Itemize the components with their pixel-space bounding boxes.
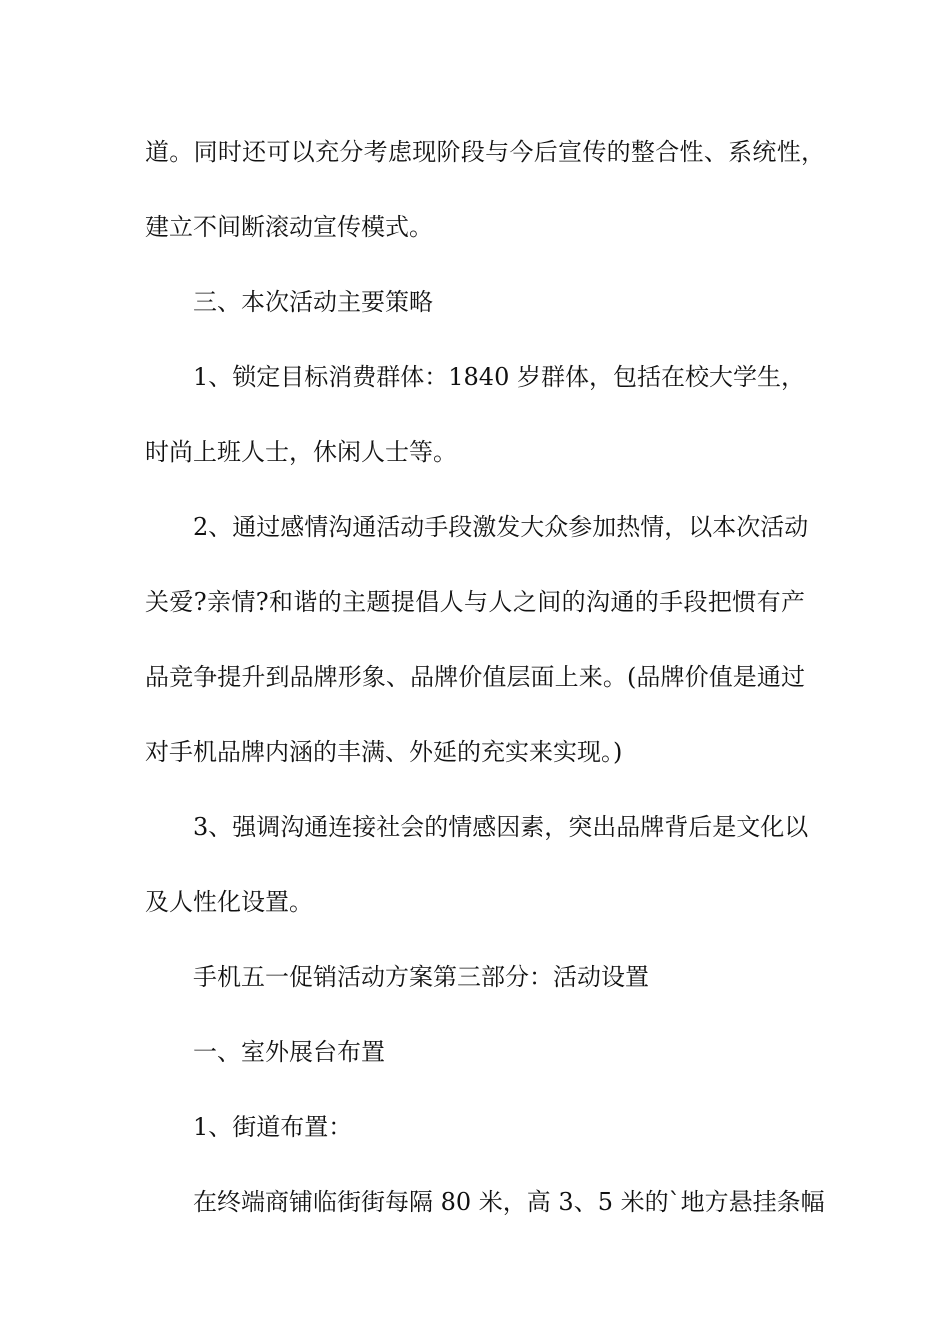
paragraph-line: 对手机品牌内涵的丰满、外延的充实来实现。) [145, 738, 623, 766]
section-heading: 一、室外展台布置 [193, 1038, 385, 1066]
paragraph-line: 品竞争提升到品牌形象、品牌价值层面上来。(品牌价值是通过 [145, 663, 805, 691]
paragraph-line: 2、通过感情沟通活动手段激发大众参加热情，以本次活动 [193, 513, 809, 541]
section-heading: 三、本次活动主要策略 [193, 288, 433, 316]
paragraph-line: 在终端商铺临街街每隔 80 米，高 3、5 米的`地方悬挂条幅 [193, 1188, 825, 1216]
paragraph-line: 关爱?亲情?和谐的主题提倡人与人之间的沟通的手段把惯有产 [145, 588, 805, 616]
paragraph-line: 1、锁定目标消费群体：1840 岁群体，包括在校大学生， [193, 363, 805, 391]
paragraph-line: 及人性化设置。 [145, 888, 313, 916]
paragraph-line: 建立不间断滚动宣传模式。 [145, 213, 433, 241]
section-heading: 手机五一促销活动方案第三部分：活动设置 [193, 963, 649, 991]
paragraph-line: 3、强调沟通连接社会的情感因素，突出品牌背后是文化以 [193, 813, 809, 841]
subsection-heading: 1、街道布置： [193, 1113, 353, 1141]
paragraph-line: 时尚上班人士，休闲人士等。 [145, 438, 457, 466]
paragraph-line: 道。同时还可以充分考虑现阶段与今后宣传的整合性、系统性， [145, 138, 825, 166]
